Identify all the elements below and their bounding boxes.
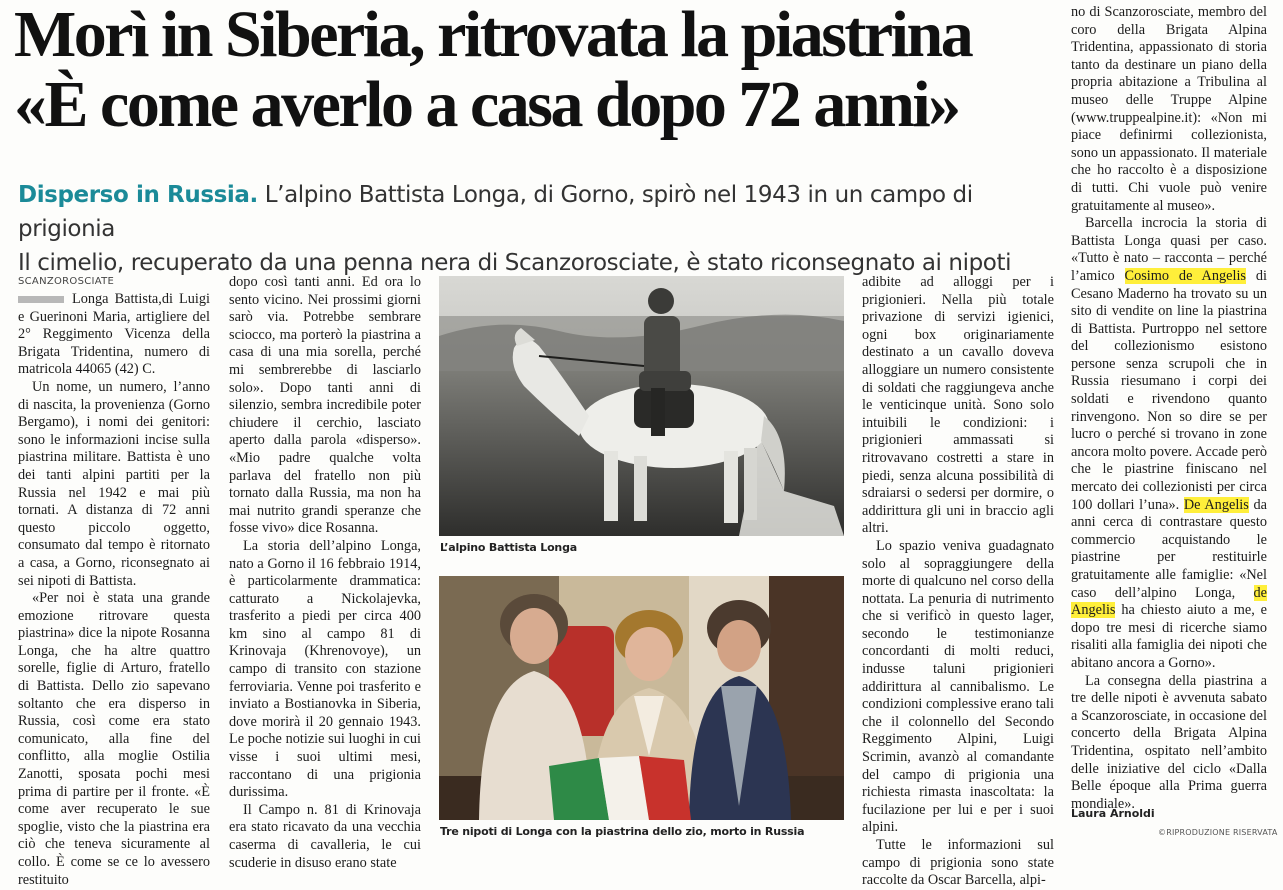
horse-rider-image <box>439 276 844 536</box>
article-paragraph: adibite ad alloggi per i prigionieri. Nella più totale privazione di servizi igienici, ogni box originariamente destinato a un cavallo doveva alloggiare un numero consistente di soldati che raggiungeva anche le venticinque unità. Sono solo intuibili le condizioni: i prigionieri ammassati si ritrovavano costretti a stare in piedi, senza alcuna possibilità di sdraiarsi o sedersi per dormire, o addirittura gli uni in braccio agli altri. <box>862 274 1054 537</box>
article-column-2 <box>229 274 421 872</box>
subheadline-lead: Disperso in Russia. <box>18 182 258 208</box>
nieces-image <box>439 576 844 820</box>
article-paragraph: Longa Battista,di Luigi e Guerinoni Maria, artigliere del 2° Reggimento Vicenza della Brigata Tridentina, numero di matricola 44065 (42) C. <box>18 291 210 378</box>
headline-line-2: «È come averlo a casa dopo 72 anni» <box>14 68 959 141</box>
highlighted-name: de Angelis <box>1071 584 1267 619</box>
highlighted-name: Cosimo de Angelis <box>1124 267 1246 284</box>
article-paragraph: La consegna della piastrina a tre delle nipoti è avvenuta sabato a Scanzorosciate, in occasione del concerto della Brigata Alpina Tridentina, ospitato nell’ambito delle iniziative del ciclo «Dalla Belle époque alla Prima guerra mondiale». <box>1071 672 1267 812</box>
photo-caption-1: L’alpino Battista Longa <box>440 541 577 554</box>
highlighted-name: De Angelis <box>1183 496 1249 513</box>
article-column-3 <box>862 274 1054 890</box>
photo-three-nieces <box>439 576 844 820</box>
article-paragraph: no di Scanzorosciate, membro del coro della Brigata Alpina Tridentina, appassionato di storia tanto da destinare un piano della propria abitazione a Tribulina al museo delle Truppe Alpine (www.truppealpine.it): «Non mi piace definirmi collezionista, sono un appassionato. Il materiale che ho raccolto è a disposizione di tutti. Chi vuole può venire gratuitamente al museo». <box>1071 4 1267 214</box>
subheadline-line-1: L’alpino Battista Longa, di Gorno, spirò nel 1943 in un campo di prigionia <box>18 182 973 242</box>
article-paragraph: Un nome, un numero, l’anno di nascita, la provenienza (Gorno Bergamo), i nomi dei genitori: sono le informazioni incise sulla piastrina militare. Battista è uno dei tanti alpini partiti per la Russia nel 1942 e mai più tornati. A distanza di 72 anni questo piccolo oggetto, consumato dal tempo è ritornato a casa, a Gorno, riconsegnato ai sei nipoti di Battista. <box>18 378 210 589</box>
headline-line-1: Morì in Siberia, ritrovata la piastrina <box>14 0 972 71</box>
article-paragraph: La storia dell’alpino Longa, nato a Gorno il 16 febbraio 1914, è particolarmente drammatica: catturato a Nickolajevka, trasferito a piedi per circa 400 km sino al campo 81 di Krinovaja (Khrenovoye), un campo di transito con stazione ferroviaria. Venne poi trasferito e inviato a Bostianovka in Siberia, dove morirà il 20 gennaio 1943. Le poche notizie sui luoghi in cui visse i suoi ultimi mesi, raccontano di una prigionia durissima. <box>229 537 421 801</box>
article-column-1 <box>18 291 210 889</box>
article-paragraph: Tutte le informazioni sul campo di prigionia sono state raccolte da Oscar Barcella, alpi- <box>862 837 1054 889</box>
headline <box>14 0 1049 140</box>
subheadline-line-2: Il cimelio, recuperato da una penna nera di Scanzorosciate, è stato riconsegnato ai nipoti <box>18 250 1012 276</box>
article-paragraph: «Per noi è stata una grande emozione ritrovare questa piastrina» dice la nipote Rosanna Longa, che ha altre quattro sorelle, figlie di Arturo, fratello di Battista. Dello zio sapevano soltanto che era disperso in Russia, così come era stato comunicato, alla fine del conflitto, alla moglie Ostilia Zanotti, sposata pochi mesi prima di partire per il fronte. «È come aver recuperato le sue spoglie, visto che la piastrina era ciò che teneva sicuramente al collo. È come se ce lo avessero restituito <box>18 590 210 888</box>
article-paragraph: Il Campo n. 81 di Krinovaja era stato ricavato da una vecchia caserma di cavalleria, le cui scuderie in disuso erano state <box>229 801 421 871</box>
byline: Laura Arnoldi <box>1071 807 1155 820</box>
dateline: SCANZOROSCIATE <box>18 276 115 287</box>
photo-caption-2: Tre nipoti di Longa con la piastrina dello zio, morto in Russia <box>440 825 805 838</box>
article-paragraph: dopo così tanti anni. Ed ora lo sento vicino. Nei prossimi giorni sarò via. Potrebbe sembrare sciocco, ma porterò la piastrina a casa di una mia sorella, perché mi sembrerebbe di lasciarlo solo». Dopo tanti anni di silenzio, sembra incredibile poter chiudere il cerchio, lasciato aperto dalla parola «disperso». «Mio padre qualche volta parlava del fratello non più tornato dalla Russia, ma non ha mai nutrito grandi speranze che fosse vivo» dice Rosanna. <box>229 274 421 537</box>
article-paragraph: Lo spazio veniva guadagnato solo al sopraggiungere della morte di qualcuno nel corso della nottata. La penuria di nutrimento che si verificò in questo lager, secondo le testimonianze concordanti di molti reduci, indusse taluni prigionieri addirittura al cannibalismo. Le condizioni complessive erano tali che il colonnello del Secondo Reggimento Alpini, Luigi Scrimin, avanzò al comandante del campo di prigionia una richiesta rimasta inascoltata: la fucilazione per lui e per i suoi alpini. <box>862 537 1054 836</box>
article-column-4 <box>1071 4 1267 813</box>
article-paragraph: Barcella incrocia la storia di Battista Longa quasi per caso. «Tutto è nato – racconta – perché l’amico Cosimo de Angelis di Cesano Maderno ha trovato su un sito di vendite on line la piastrina di Battista. Purtroppo nel settore del collezionismo esistono persone senza scrupoli che in Russia riesumano i corpi dei soldati e rivendono quanto rinvengono. Non so dire se per lucro o perché si trovano in zone ancora molto povere. Accade però che le piastrine finiscano nel mercato dei collezionisti per circa 100 dollari l’una». De Angelis da anni cerca di contrastare questo commercio acquistando le piastrine per restituirle gratuitamente alle famiglie: «Nel caso dell’alpino Longa, de Angelis ha chiesto aiuto a me, e dopo tre mesi di ricerche siamo risaliti alla famiglia dei nipoti che abitano ancora a Gorno». <box>1071 215 1267 671</box>
rights-notice: ©RIPRODUZIONE RISERVATA <box>1158 828 1278 837</box>
photo-alpino-on-horse <box>439 276 844 536</box>
subheadline <box>18 178 1048 280</box>
dateline-rule <box>18 296 64 303</box>
